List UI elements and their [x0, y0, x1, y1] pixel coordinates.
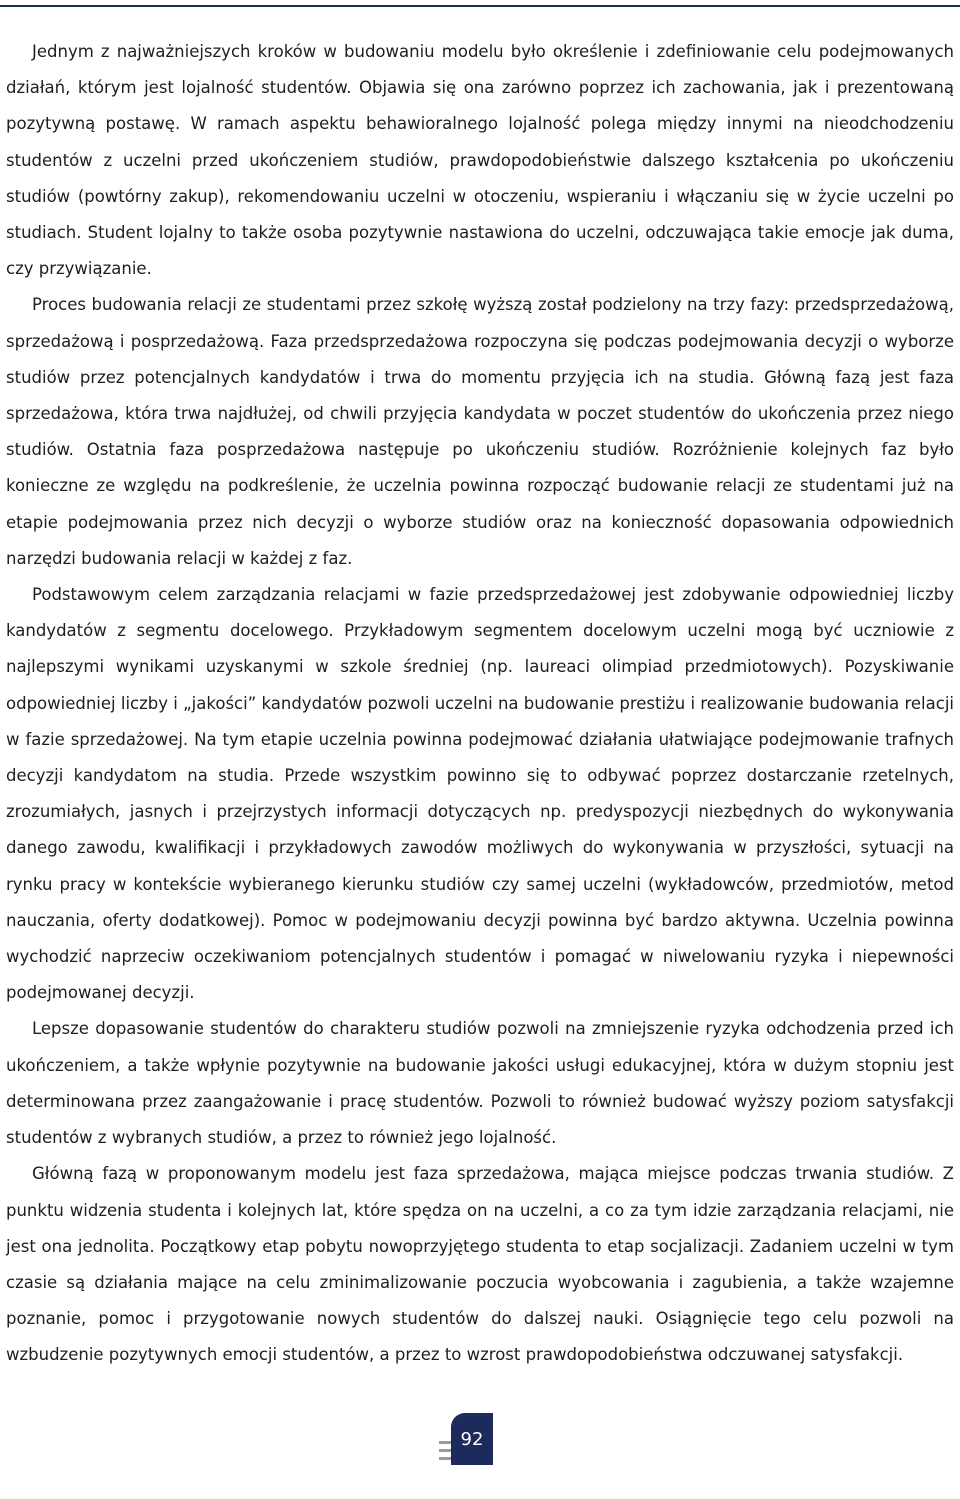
document-body	[6, 34, 954, 1374]
paragraph-4: Lepsze dopasowanie studentów do charakteru studiów pozwoli na zmniejszenie ryzyka odchodzenia przed ich ukończeniem, a także wpłynie pozytywnie na budowanie jakości usługi edukacyjnej, która w dużym stopniu jest determinowana przez zaangażowanie i pracę studentów. Pozwoli to również budować wyższy poziom satysfakcji studentów z wybranych studiów, a przez to również jego lojalność.	[6, 1019, 954, 1148]
header-rule	[0, 5, 960, 7]
page-footer	[0, 1405, 960, 1499]
page-number: 92	[460, 1428, 484, 1450]
paragraph-5: Główną fazą w proponowanym modelu jest faza sprzedażowa, mająca miejsce podczas trwania studiów. Z punktu widzenia studenta i kolejnych lat, które spędza on na uczelni, a co za tym idzie zarządzania relacjami, nie jest ona jednolita. Początkowy etap pobytu nowoprzyjętego studenta to etap socjalizacji. Zadaniem uczelni w tym czasie są działania mające na celu zminimalizowanie poczucia wyobcowania i zagubienia, a także wzajemne poznanie, pomoc i przygotowanie nowych studentów do dalszej nauki. Osiągnięcie tego celu pozwoli na wzbudzenie pozytywnych emocji studentów, a przez to wzrost prawdopodobieństwa odczuwanej satysfakcji.	[6, 1164, 954, 1365]
page-number-badge	[451, 1413, 493, 1465]
paragraph-1: Jednym z najważniejszych kroków w budowaniu modelu było określenie i zdefiniowanie celu podejmowanych działań, którym jest lojalność studentów. Objawia się ona zarówno poprzez ich zachowania, jak i prezentowaną pozytywną postawę. W ramach aspektu behawioralnego lojalność polega między innymi na nieodchodzeniu studentów z uczelni przed ukończeniem studiów, prawdopodobieństwie dalszego kształcenia po ukończeniu studiów (powtórny zakup), rekomendowaniu uczelni w otoczeniu, wspieraniu i włączaniu się w życie uczelni po studiach. Student lojalny to także osoba pozytywnie nastawiona do uczelni, odczuwająca takie emocje jak duma, czy przywiązanie.	[6, 42, 954, 279]
paragraph-2: Proces budowania relacji ze studentami przez szkołę wyższą został podzielony na trzy fazy: przedsprzedażową, sprzedażową i posprzedażową. Faza przedsprzedażowa rozpoczyna się podczas podejmowania decyzji o wyborze studiów przez potencjalnych kandydatów i trwa do momentu przyjęcia ich na studia. Główną fazą jest faza sprzedażowa, która trwa najdłużej, od chwili przyjęcia kandydata w poczet studentów do ukończenia przez niego studiów. Ostatnia faza posprzedażowa następuje po ukończeniu studiów. Rozróżnienie kolejnych faz było konieczne ze względu na podkreślenie, że uczelnia powinna rozpocząć budowanie relacji ze studentami już na etapie podejmowania przez nich decyzji o wyborze studiów oraz na konieczność dopasowania odpowiednich narzędzi budowania relacji w każdej z faz.	[6, 295, 954, 568]
paragraph-3: Podstawowym celem zarządzania relacjami w fazie przedsprzedażowej jest zdobywanie odpowiedniej liczby kandydatów z segmentu docelowego. Przykładowym segmentem docelowym uczelni mogą być uczniowie z najlepszymi wynikami uzyskanymi w szkole średniej (np. laureaci olimpiad przedmiotowych). Pozyskiwanie odpowiedniej liczby i „jakości” kandydatów pozwoli uczelni na budowanie prestiżu i realizowanie budowania relacji w fazie sprzedażowej. Na tym etapie uczelnia powinna podejmować działania ułatwiające podejmowanie trafnych decyzji kandydatom na studia. Przede wszystkim powinno się to odbywać poprzez dostarczanie rzetelnych, zrozumiałych, jasnych i przejrzystych informacji dotyczących np. predyspozycji niezbędnych do wykonywania danego zawodu, kwalifikacji i przykładowych zawodów możliwych do wykonywania w przyszłości, sytuacji na rynku pracy w kontekście wybieranego kierunku studiów czy samej uczelni (wykładowców, przedmiotów, metod nauczania, oferty dodatkowej). Pomoc w podejmowaniu decyzji powinna być bardzo aktywna. Uczelnia powinna wychodzić naprzeciw oczekiwaniom potencjalnych studentów i pomagać w niwelowaniu ryzyka i niepewności podejmowanej decyzji.	[6, 585, 954, 1003]
